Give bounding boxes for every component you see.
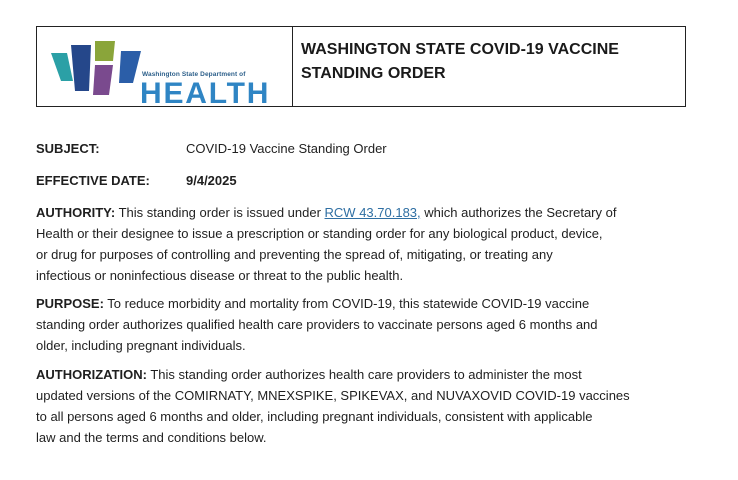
subject-row (36, 140, 387, 158)
purpose-label: PURPOSE: (36, 296, 104, 311)
authority-line-4: infectious or noninfectious disease or threat to the public health. (36, 268, 404, 283)
authorization-paragraph (36, 364, 696, 448)
logo-department-text: Washington State Department of (142, 71, 246, 78)
authority-text-post: which authorizes the Secretary of (420, 205, 617, 220)
authority-line-3: or drug for purposes of controlling and preventing the spread of, mitigating, or treating any (36, 247, 553, 262)
authorization-label: AUTHORIZATION: (36, 367, 147, 382)
effective-date-label: EFFECTIVE DATE: (36, 173, 150, 188)
purpose-line-3: older, including pregnant individuals. (36, 338, 246, 353)
subject-label: SUBJECT: (36, 141, 100, 156)
logo-wordmark: HEALTH (140, 77, 271, 110)
subject-value: COVID-19 Vaccine Standing Order (186, 141, 387, 156)
authorization-line-2: updated versions of the COMIRNATY, MNEXSPIKE, SPIKEVAX, and NUVAXOVID COVID-19 vaccines (36, 388, 630, 403)
purpose-line-1 (36, 293, 696, 314)
authority-line-1 (36, 202, 696, 223)
purpose-line-2: standing order authorizes qualified health care providers to vaccinate persons aged 6 months and (36, 317, 598, 332)
agency-logo (37, 27, 293, 110)
effective-date-row (36, 172, 237, 190)
authorization-text-1: This standing order authorizes health care providers to administer the most (146, 367, 582, 382)
document-title (293, 27, 685, 106)
authorization-line-1 (36, 364, 696, 385)
title-line-1: WASHINGTON STATE COVID-19 VACCINE (301, 41, 619, 58)
authority-label: AUTHORITY: (36, 205, 116, 220)
authorization-line-4: law and the terms and conditions below. (36, 430, 267, 445)
purpose-paragraph (36, 293, 696, 356)
purpose-text-1: To reduce morbidity and mortality from COVID-19, this statewide COVID-19 vaccine (103, 296, 590, 311)
authority-text-pre: This standing order is issued under (115, 205, 325, 220)
authorization-line-3: to all persons aged 6 months and older, including pregnant individuals, consistent with applicable (36, 409, 593, 424)
title-line-2: STANDING ORDER (301, 65, 446, 82)
authority-paragraph (36, 202, 696, 286)
authority-line-2: Health or their designee to issue a prescription or standing order for any biological product, device, (36, 226, 603, 241)
document-header (36, 26, 686, 110)
effective-date-value: 9/4/2025 (186, 173, 237, 188)
rcw-link[interactable]: RCW 43.70.183, (324, 205, 421, 220)
